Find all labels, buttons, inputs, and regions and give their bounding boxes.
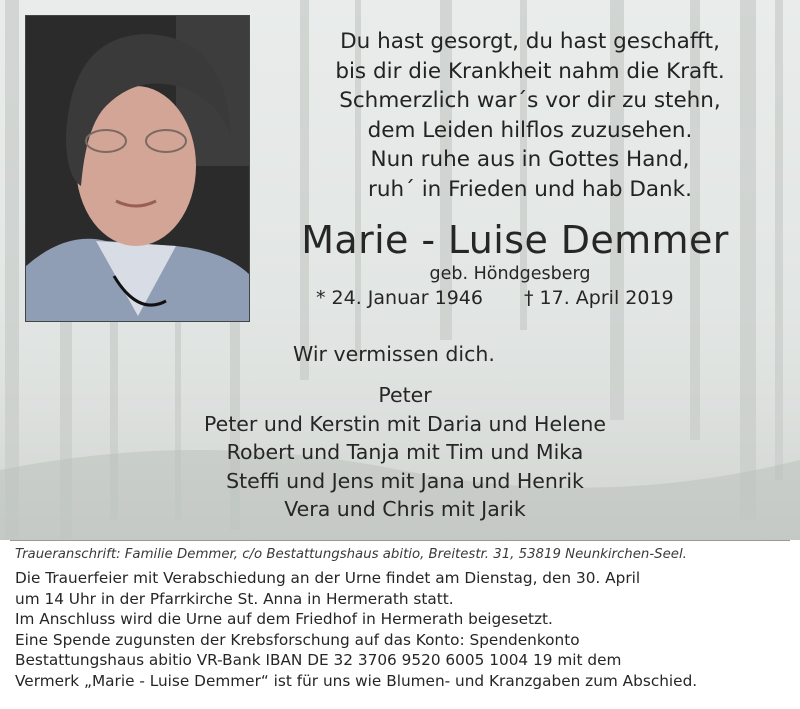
- portrait-photo: [25, 15, 250, 322]
- family-entry: Robert und Tanja mit Tim und Mika: [226, 440, 584, 464]
- family-entry: Vera und Chris mit Jarik: [284, 497, 526, 521]
- family-entry: Peter: [378, 383, 432, 407]
- deceased-name: Marie - Luise Demmer: [301, 218, 729, 262]
- family-list: [150, 381, 660, 524]
- divider: [10, 540, 790, 541]
- poem-line: ruh´ in Frieden und hab Dank.: [368, 176, 692, 202]
- poem-line: Schmerzlich war´s vor dir zu stehn,: [339, 88, 721, 113]
- message: Wir vermissen dich.: [293, 342, 495, 366]
- maiden-name: geb. Höndgesberg: [429, 264, 591, 284]
- birth-date: * 24. Januar 1946: [316, 287, 483, 309]
- poem-line: Du hast gesorgt, du hast geschafft,: [340, 29, 720, 54]
- family-entry: Steffi und Jens mit Jana und Henrik: [226, 468, 584, 493]
- life-dates: [316, 287, 716, 309]
- funeral-notice: [15, 568, 697, 691]
- notice-line: Bestattungshaus abitio VR-Bank IBAN DE 32 3706 9520 6005 1004 19 mit dem: [15, 651, 622, 669]
- death-date: † 17. April 2019: [524, 287, 674, 309]
- notice-line: Im Anschluss wird die Urne auf dem Friedhof in Hermerath beigesetzt.: [15, 610, 553, 628]
- poem: [270, 27, 790, 204]
- poem-line: Nun ruhe aus in Gottes Hand,: [370, 147, 690, 172]
- notice-line: Die Trauerfeier mit Verabschiedung an der Urne findet am Dienstag, den 30. April: [15, 569, 641, 587]
- poem-line: dem Leiden hilflos zuzusehen.: [367, 117, 693, 143]
- mourning-address: Traueranschrift: Familie Demmer, c/o Bestattungshaus abitio, Breitestr. 31, 53819 Neunkirchen-Seel.: [15, 547, 687, 562]
- notice-line: Eine Spende zugunsten der Krebsforschung auf das Konto: Spendenkonto: [15, 630, 580, 649]
- poem-line: bis dir die Krankheit nahm die Kraft.: [335, 58, 725, 84]
- notice-line: Vermerk „Marie - Luise Demmer“ ist für uns wie Blumen- und Kranzgaben zum Abschied.: [15, 671, 698, 690]
- family-entry: Peter und Kerstin mit Daria und Helene: [204, 411, 606, 436]
- notice-line: um 14 Uhr in der Pfarrkirche St. Anna in Hermerath statt.: [15, 589, 454, 608]
